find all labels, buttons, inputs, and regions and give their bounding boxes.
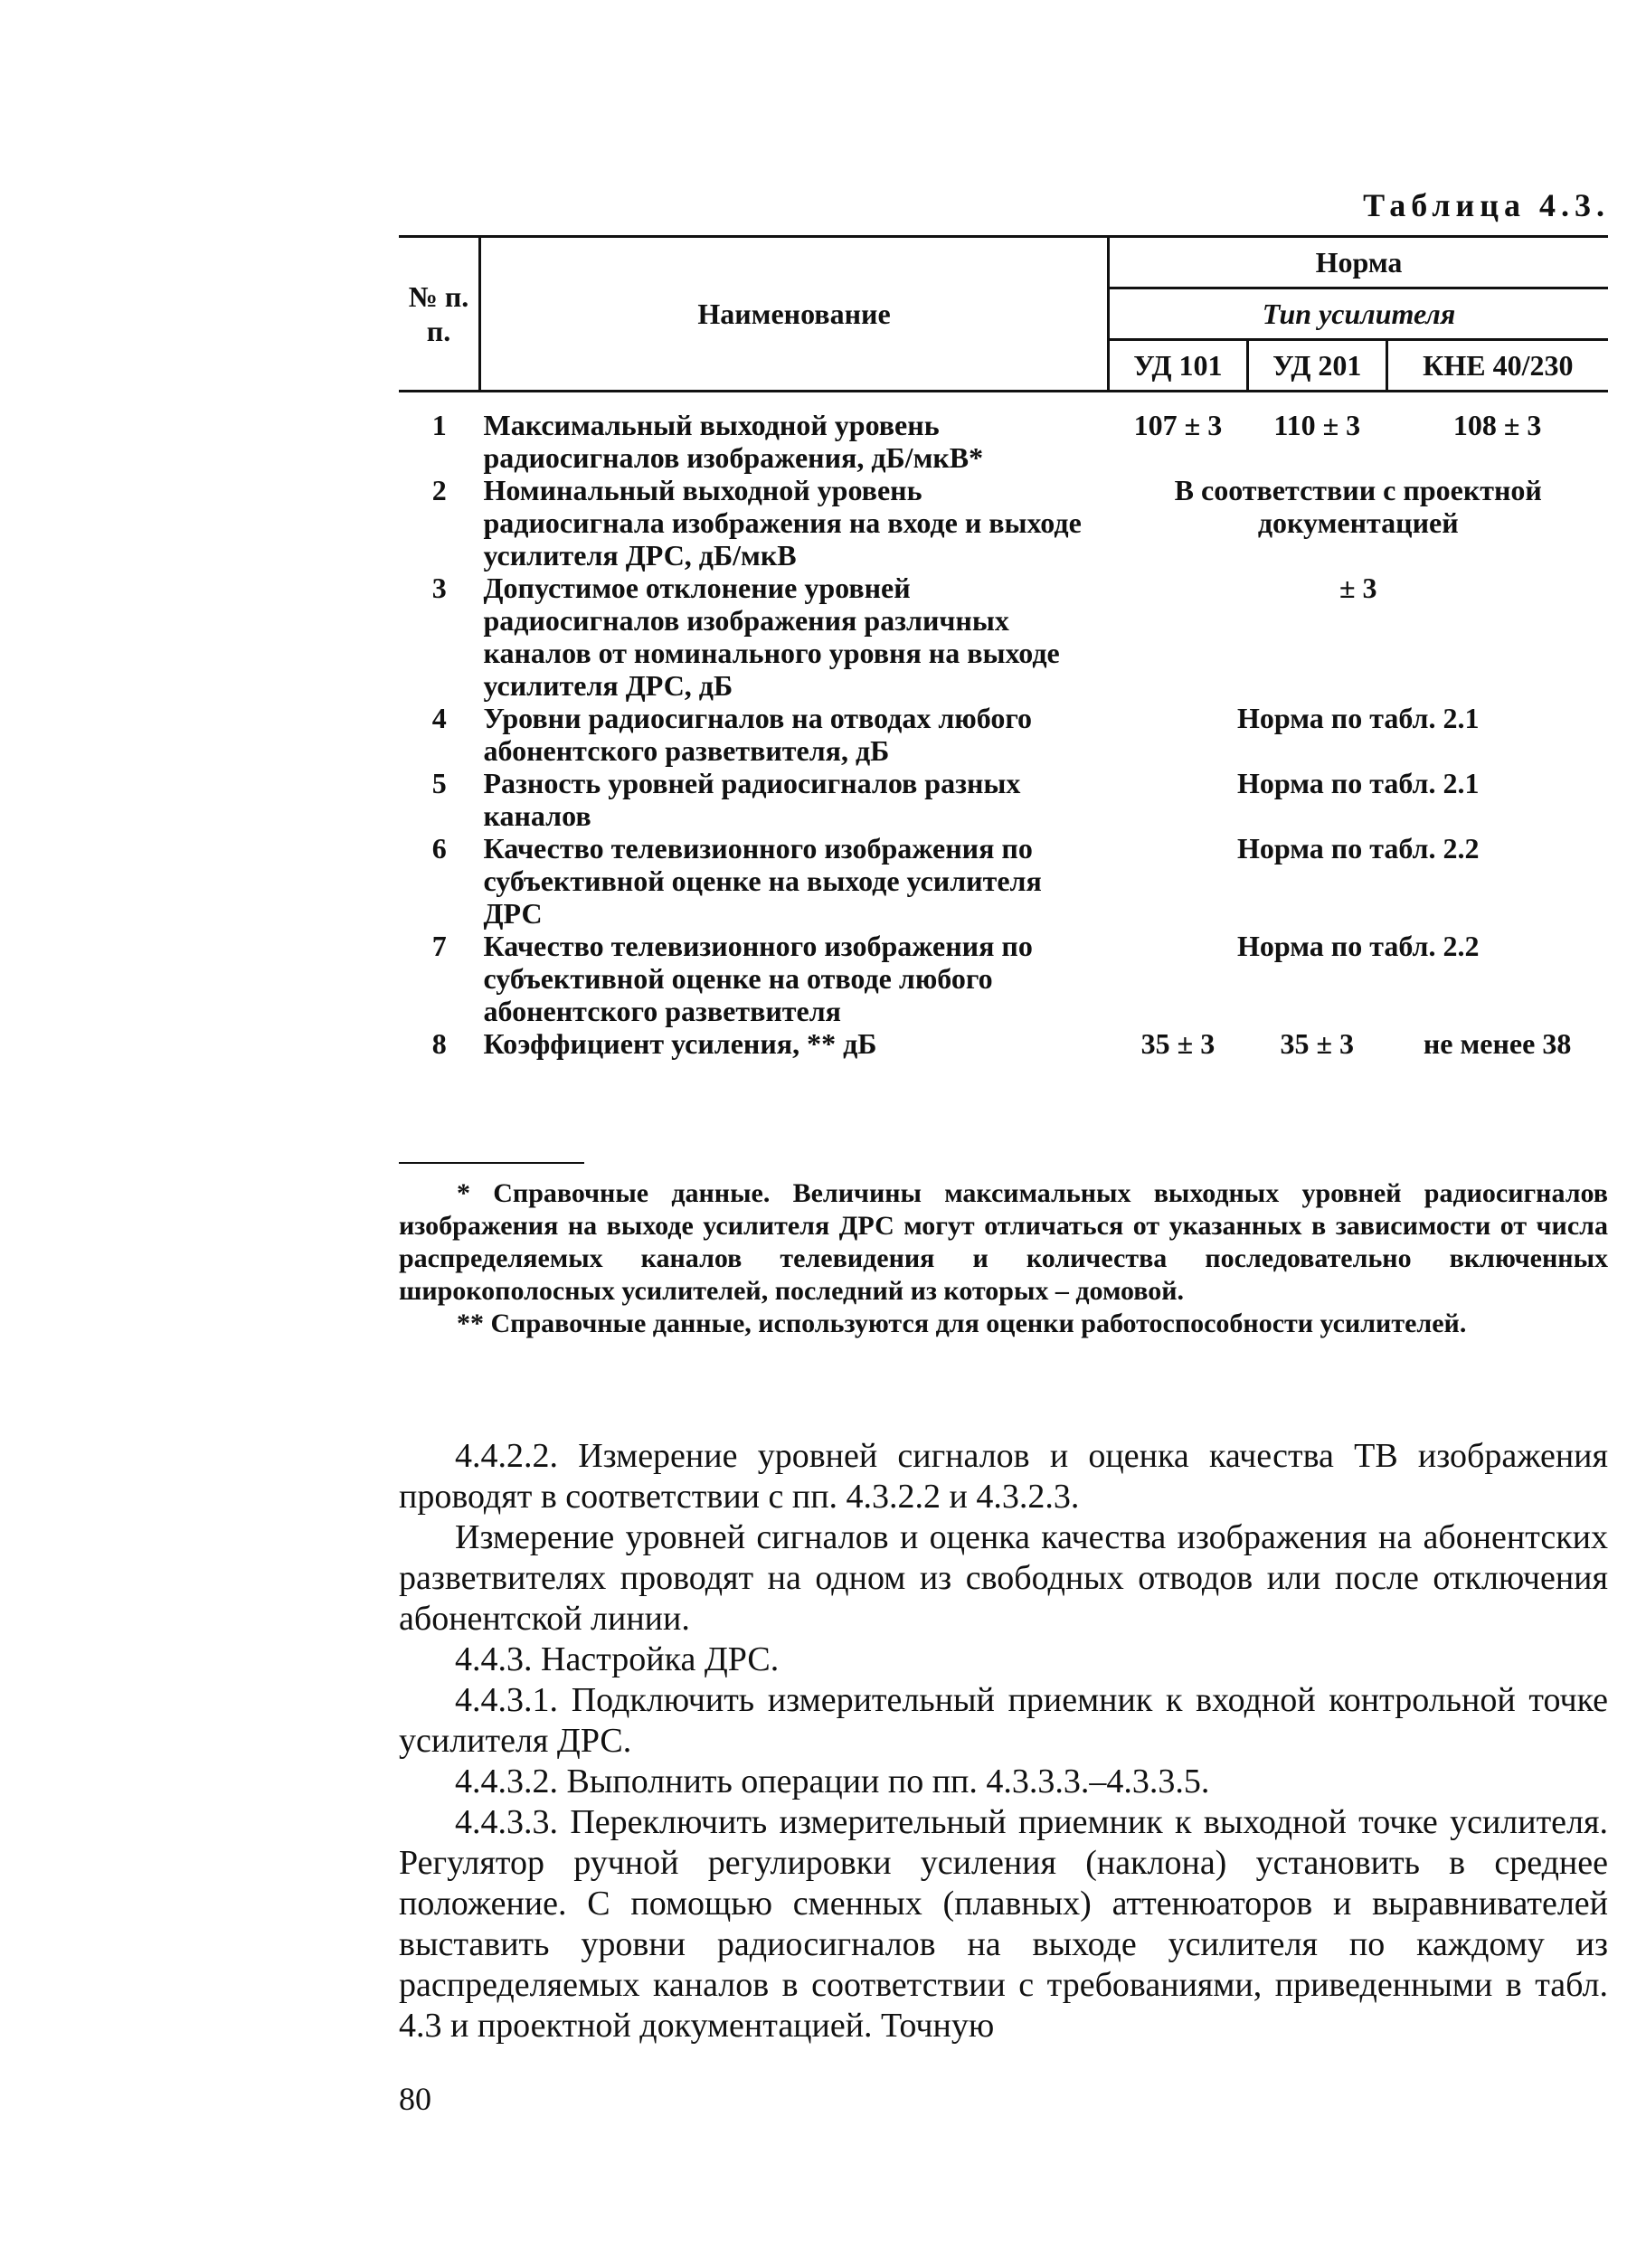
- row-value-ud201: 35 ± 3: [1280, 1027, 1355, 1060]
- row-name: Максимальный выходной уровень радиосигналов изображения, дБ/мкВ*: [483, 409, 984, 474]
- table-row: [399, 1027, 1608, 1060]
- header-norma: Норма: [1109, 237, 1609, 288]
- row-num: 5: [431, 767, 447, 799]
- norms-table: [399, 235, 1608, 1060]
- row-value-ud101: 107 ± 3: [1133, 409, 1223, 441]
- table-row: [399, 767, 1608, 832]
- row-num: 3: [431, 572, 447, 604]
- row-num: 7: [431, 930, 447, 962]
- row-value-ud101: 35 ± 3: [1140, 1027, 1216, 1060]
- row-num: 4: [431, 702, 447, 734]
- row-name: Разность уровней радиосигналов разных каналов: [483, 767, 1021, 832]
- table-caption: Таблица 4.3.: [1363, 187, 1610, 223]
- paragraph: 4.4.2.2. Измерение уровней сигналов и оценка качества ТВ изображения проводят в соответствии с пп. 4.3.2.2 и 4.3.2.3.: [399, 1437, 1608, 1516]
- row-name: Уровни радиосигналов на отводах любого абонентского разветвителя, дБ: [483, 702, 1033, 767]
- paragraph: 4.4.3.3. Переключить измерительный приемник к выходной точке усилителя. Регулятор ручной регулировки усиления (наклона) установить в среднее положение. С помощью сменных (плавных) аттенюаторов и выравнивателей выставить уровни радиосигналов на выходе усилителя по каждому из распределяемых каналов в соответствии с требованиями, приведенными в табл. 4.3 и проектной документацией. Точную: [399, 1803, 1608, 2045]
- body-text: [399, 1436, 1608, 2046]
- table-row: [399, 392, 1608, 475]
- row-num: 2: [431, 474, 447, 506]
- table-row: [399, 474, 1608, 572]
- row-name: Качество телевизионного изображения по субъективной оценке на отводе любого абонентского разветвителя: [483, 930, 1033, 1027]
- header-col-ud101: УД 101: [1109, 340, 1248, 392]
- footnote-divider: [399, 1162, 584, 1164]
- table-row: [399, 832, 1608, 930]
- footnote: * Справочные данные. Величины максимальных выходных уровней радиосигналов изображения на выходе усилителя ДРС могут отличаться от указанных в зависимости от числа распределяемых каналов телевидения и количества последовательно включенных широкополосных усилителей, последний из которых – домовой.: [399, 1178, 1608, 1306]
- row-num: 1: [431, 409, 447, 441]
- row-value-span: Норма по табл. 2.1: [1237, 702, 1480, 734]
- row-value-span: Норма по табл. 2.2: [1237, 832, 1480, 865]
- header-col-kne: КНЕ 40/230: [1386, 340, 1608, 392]
- paragraph: 4.4.3. Настройка ДРС.: [455, 1640, 780, 1678]
- table-row: [399, 702, 1608, 767]
- row-value-span: Норма по табл. 2.2: [1237, 930, 1480, 962]
- row-value-span: ± 3: [1339, 572, 1377, 604]
- row-name: Допустимое отклонение уровней радиосигналов изображения различных каналов от номинального уровня на выходе усилителя ДРС, дБ: [483, 572, 1060, 702]
- paragraph: Измерение уровней сигналов и оценка качества изображения на абонентских разветвителях проводят на одном из свободных отводов или после отключения абонентской линии.: [399, 1518, 1608, 1638]
- table-row: [399, 572, 1608, 702]
- paragraph: 4.4.3.2. Выполнить операции по пп. 4.3.3.3.–4.3.3.5.: [455, 1762, 1210, 1800]
- row-value-ud201: 110 ± 3: [1273, 409, 1361, 441]
- row-value-span: Норма по табл. 2.1: [1237, 767, 1480, 799]
- row-num: 6: [431, 832, 447, 865]
- paragraph: 4.4.3.1. Подключить измерительный приемник к входной контрольной точке усилителя ДРС.: [399, 1681, 1608, 1760]
- row-value-kne: 108 ± 3: [1452, 409, 1542, 441]
- header-col-ud201: УД 201: [1247, 340, 1386, 392]
- row-value-kne: не менее 38: [1423, 1027, 1572, 1060]
- row-name: Качество телевизионного изображения по субъективной оценке на выходе усилителя ДРС: [483, 832, 1042, 930]
- table-row: [399, 930, 1608, 1027]
- row-name: Номинальный выходной уровень радиосигнала изображения на входе и выходе усилителя ДРС, дБ/мкВ: [483, 474, 1082, 572]
- header-amp-type: Тип усилителя: [1109, 288, 1609, 340]
- page-number: 80: [399, 2081, 431, 2117]
- row-num: 8: [431, 1027, 447, 1060]
- header-name: Наименование: [480, 237, 1109, 392]
- footnotes: [399, 1177, 1608, 1340]
- row-name: Коэффициент усиления, ** дБ: [483, 1027, 877, 1060]
- header-num: № п. п.: [399, 237, 480, 392]
- footnote: ** Справочные данные, используются для оценки работоспособности усилителей.: [457, 1309, 1467, 1338]
- row-value-span: В соответствии с проектной документацией: [1174, 474, 1542, 539]
